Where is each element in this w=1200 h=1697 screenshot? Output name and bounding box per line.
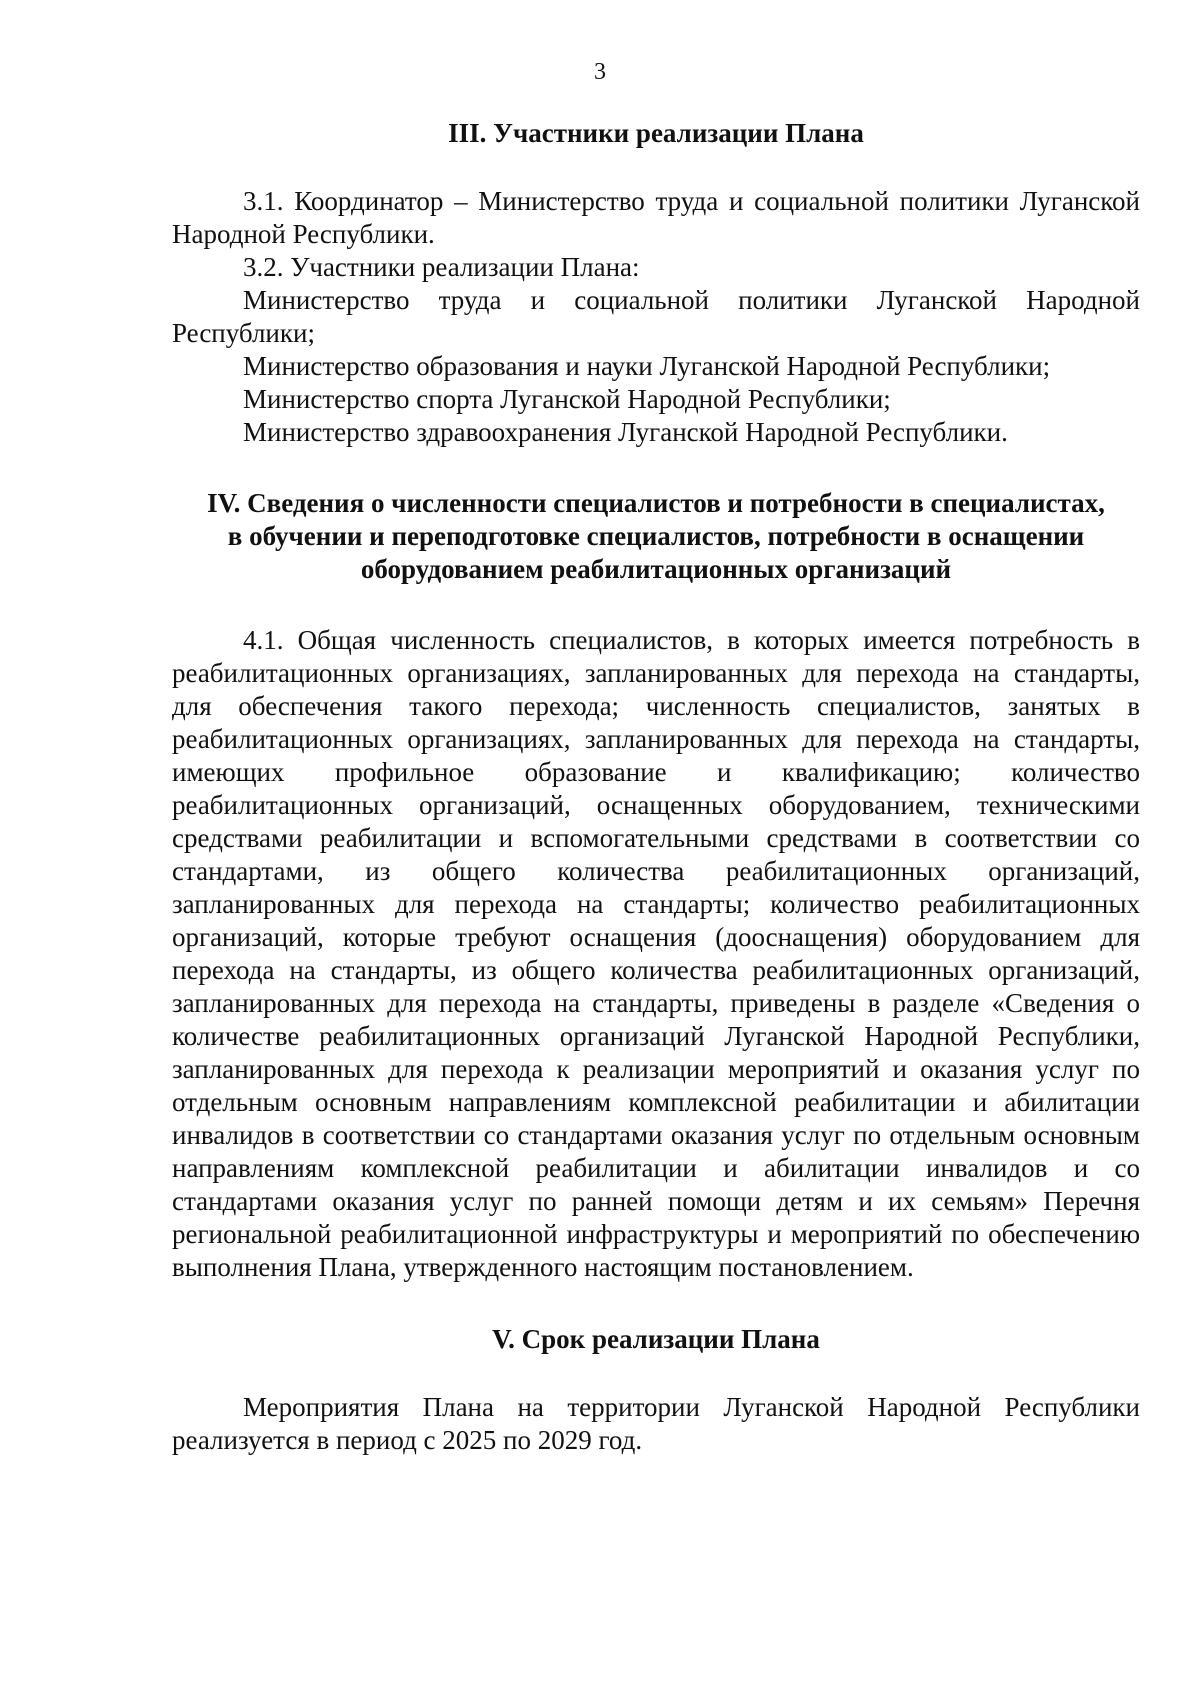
section-3-title: III. Участники реализации Плана — [448, 118, 864, 148]
section-4-title-line: IV. Сведения о численности специалистов и потребности в специалистах, — [207, 488, 1105, 518]
section-4-paragraph-4-1: 4.1. Общая численность специалистов, в которых имеется потребность в реабилитационных организациях, запланированных для перехода на стандарты, для обеспечения такого перехода; численность специалистов, занятых в реабилитационных организациях, запланированных для перехода на стандарты, имеющих профильное образование и квалификацию; количество реабилитационных организаций, оснащенных оборудованием, техническими средствами реабилитации и вспомогательными средствами в соответствии со стандартами, из общего количества реабилитационных организаций, запланированных для перехода на стандарты; количество реабилитационных организаций, которые требуют оснащения (дооснащения) оборудованием для перехода на стандарты, из общего количества реабилитационных организаций, запланированных для перехода на стандарты, приведены в разделе «Сведения о количестве реабилитационных организаций Луганской Народной Республики, запланированных для перехода к реализации мероприятий и оказания услуг по отдельным основным направлениям комплексной реабилитации и абилитации инвалидов в соответствии со стандартами оказания услуг по отдельным основным направлениям комплексной реабилитации и абилитации инвалидов и со стандартами оказания услуг по ранней помощи детям и их семьям» Перечня региональной реабилитационной инфраструктуры и мероприятий по обеспечению выполнения Плана, утвержденного настоящим постановлением. — [172, 625, 1140, 1282]
page-number: 3 — [594, 59, 606, 85]
section-3-participant-sport-ministry: Министерство спорта Луганской Народной Республики; — [243, 384, 891, 414]
section-4-title — [172, 487, 1140, 586]
section-3-participant-labor-ministry: Министерство труда и социальной политики Луганской Народной Республики; — [172, 285, 1140, 348]
section-4-title-line: оборудованием реабилитационных организаций — [360, 554, 952, 584]
document-body — [172, 116, 1140, 1457]
section-3-participant-health-ministry: Министерство здравоохранения Луганской Народной Республики. — [243, 417, 1008, 447]
section-3-participant-education-ministry: Министерство образования и науки Луганской Народной Республики; — [243, 351, 1051, 381]
section-3-participants-intro: 3.2. Участники реализации Плана: — [243, 252, 640, 282]
section-3-coordinator-paragraph: 3.1. Координатор – Министерство труда и социальной политики Луганской Народной Республики. — [172, 186, 1140, 249]
section-5-paragraph: Мероприятия Плана на территории Луганской Народной Республики реализуется в период с 2025 по 2029 год. — [172, 1392, 1140, 1455]
section-5-title: V. Срок реализации Плана — [492, 1324, 820, 1354]
section-4-title-line: в обучении и переподготовке специалистов, потребности в оснащении — [227, 521, 1085, 551]
